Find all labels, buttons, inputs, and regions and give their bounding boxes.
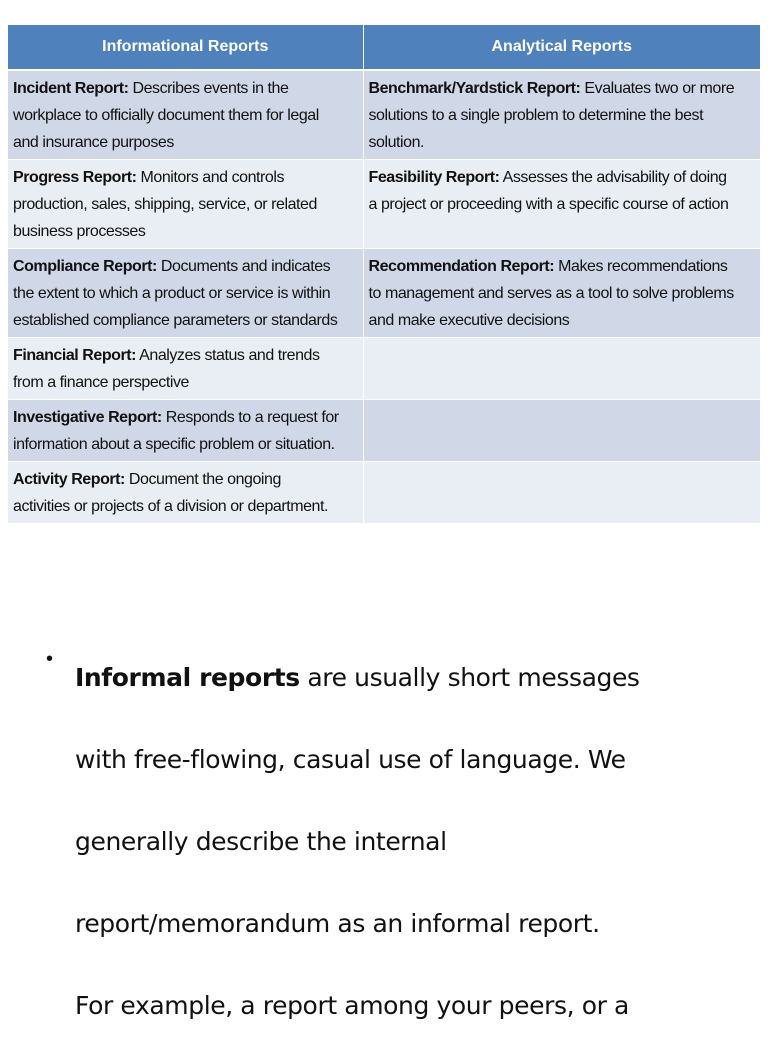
report-description-line: Responds to a request for bbox=[161, 409, 339, 426]
table-body bbox=[8, 70, 760, 524]
report-term: Compliance Report: bbox=[13, 258, 157, 275]
report-description-line: business processes bbox=[13, 223, 146, 240]
bullet-line: For example, a report among your peers, or a bbox=[75, 991, 629, 1020]
report-description-line: Evaluates two or more bbox=[580, 80, 735, 97]
report-term: Financial Report: bbox=[13, 347, 137, 364]
header-analytical-reports: Analytical Reports bbox=[363, 25, 760, 70]
report-description-line: from a finance perspective bbox=[13, 374, 189, 391]
report-description-line: Assesses the advisability of doing bbox=[499, 169, 727, 186]
report-term: Progress Report: bbox=[13, 169, 137, 186]
table-row bbox=[8, 338, 760, 400]
informational-report-cell bbox=[8, 338, 363, 400]
informational-report-cell bbox=[8, 160, 363, 249]
report-term: Investigative Report: bbox=[13, 409, 162, 426]
informational-report-cell bbox=[8, 249, 363, 338]
report-description-line: the extent to which a product or service is within bbox=[13, 285, 331, 302]
table-header-row bbox=[8, 25, 760, 70]
table-row bbox=[8, 400, 760, 462]
report-description-line: established compliance parameters or standards bbox=[13, 312, 338, 329]
report-description-line: Makes recommendations bbox=[554, 258, 728, 275]
report-term: Feasibility Report: bbox=[368, 169, 500, 186]
report-description-line: and insurance purposes bbox=[13, 134, 174, 151]
report-term: Recommendation Report: bbox=[368, 258, 555, 275]
table-row bbox=[8, 70, 760, 160]
report-description-line: production, sales, shipping, service, or related bbox=[13, 196, 317, 213]
analytical-report-cell bbox=[363, 249, 760, 338]
table-row bbox=[8, 249, 760, 338]
report-description-line: Describes events in the bbox=[128, 80, 289, 97]
report-description-line: Analyzes status and trends bbox=[136, 347, 320, 364]
analytical-report-cell bbox=[363, 160, 760, 249]
report-types-table-container bbox=[8, 25, 760, 524]
report-description-line: workplace to officially document them for legal bbox=[13, 107, 319, 124]
informational-report-cell bbox=[8, 400, 363, 462]
report-description-line: activities or projects of a division or department. bbox=[13, 498, 328, 515]
report-term: Benchmark/Yardstick Report: bbox=[368, 80, 581, 97]
informational-report-cell bbox=[8, 462, 363, 524]
analytical-report-cell bbox=[363, 462, 760, 524]
report-types-table bbox=[8, 25, 760, 524]
analytical-report-cell bbox=[363, 70, 760, 160]
bullet-line bbox=[75, 637, 640, 719]
table-row bbox=[8, 160, 760, 249]
report-description-line: a project or proceeding with a specific course of action bbox=[368, 196, 729, 213]
report-description-line: solution. bbox=[368, 134, 425, 151]
informational-report-cell bbox=[8, 70, 363, 160]
bullet-line: generally describe the internal bbox=[75, 827, 447, 856]
analytical-report-cell bbox=[363, 400, 760, 462]
bullet-text bbox=[75, 637, 640, 1047]
header-informational-reports: Informational Reports bbox=[8, 25, 363, 70]
report-description-line: Monitors and controls bbox=[136, 169, 285, 186]
report-description-line: to management and serves as a tool to solve problems bbox=[368, 285, 734, 302]
report-description-line: solutions to a single problem to determine the best bbox=[368, 107, 704, 124]
report-term: Activity Report: bbox=[13, 471, 125, 488]
report-description-line: and make executive decisions bbox=[368, 312, 570, 329]
report-description-line: Documents and indicates bbox=[156, 258, 331, 275]
bullet-line-text: are usually short messages bbox=[299, 663, 640, 692]
report-term: Incident Report: bbox=[13, 80, 129, 97]
report-description-line: information about a specific problem or situation. bbox=[13, 436, 335, 453]
bullet-line: with free-flowing, casual use of language. We bbox=[75, 745, 626, 774]
table-row bbox=[8, 462, 760, 524]
bullet-bold-term: Informal reports bbox=[75, 663, 300, 692]
report-description-line: Document the ongoing bbox=[124, 471, 281, 488]
analytical-report-cell bbox=[363, 338, 760, 400]
bullet-marker: • bbox=[46, 648, 54, 670]
bullet-line: report/memorandum as an informal report. bbox=[75, 909, 600, 938]
